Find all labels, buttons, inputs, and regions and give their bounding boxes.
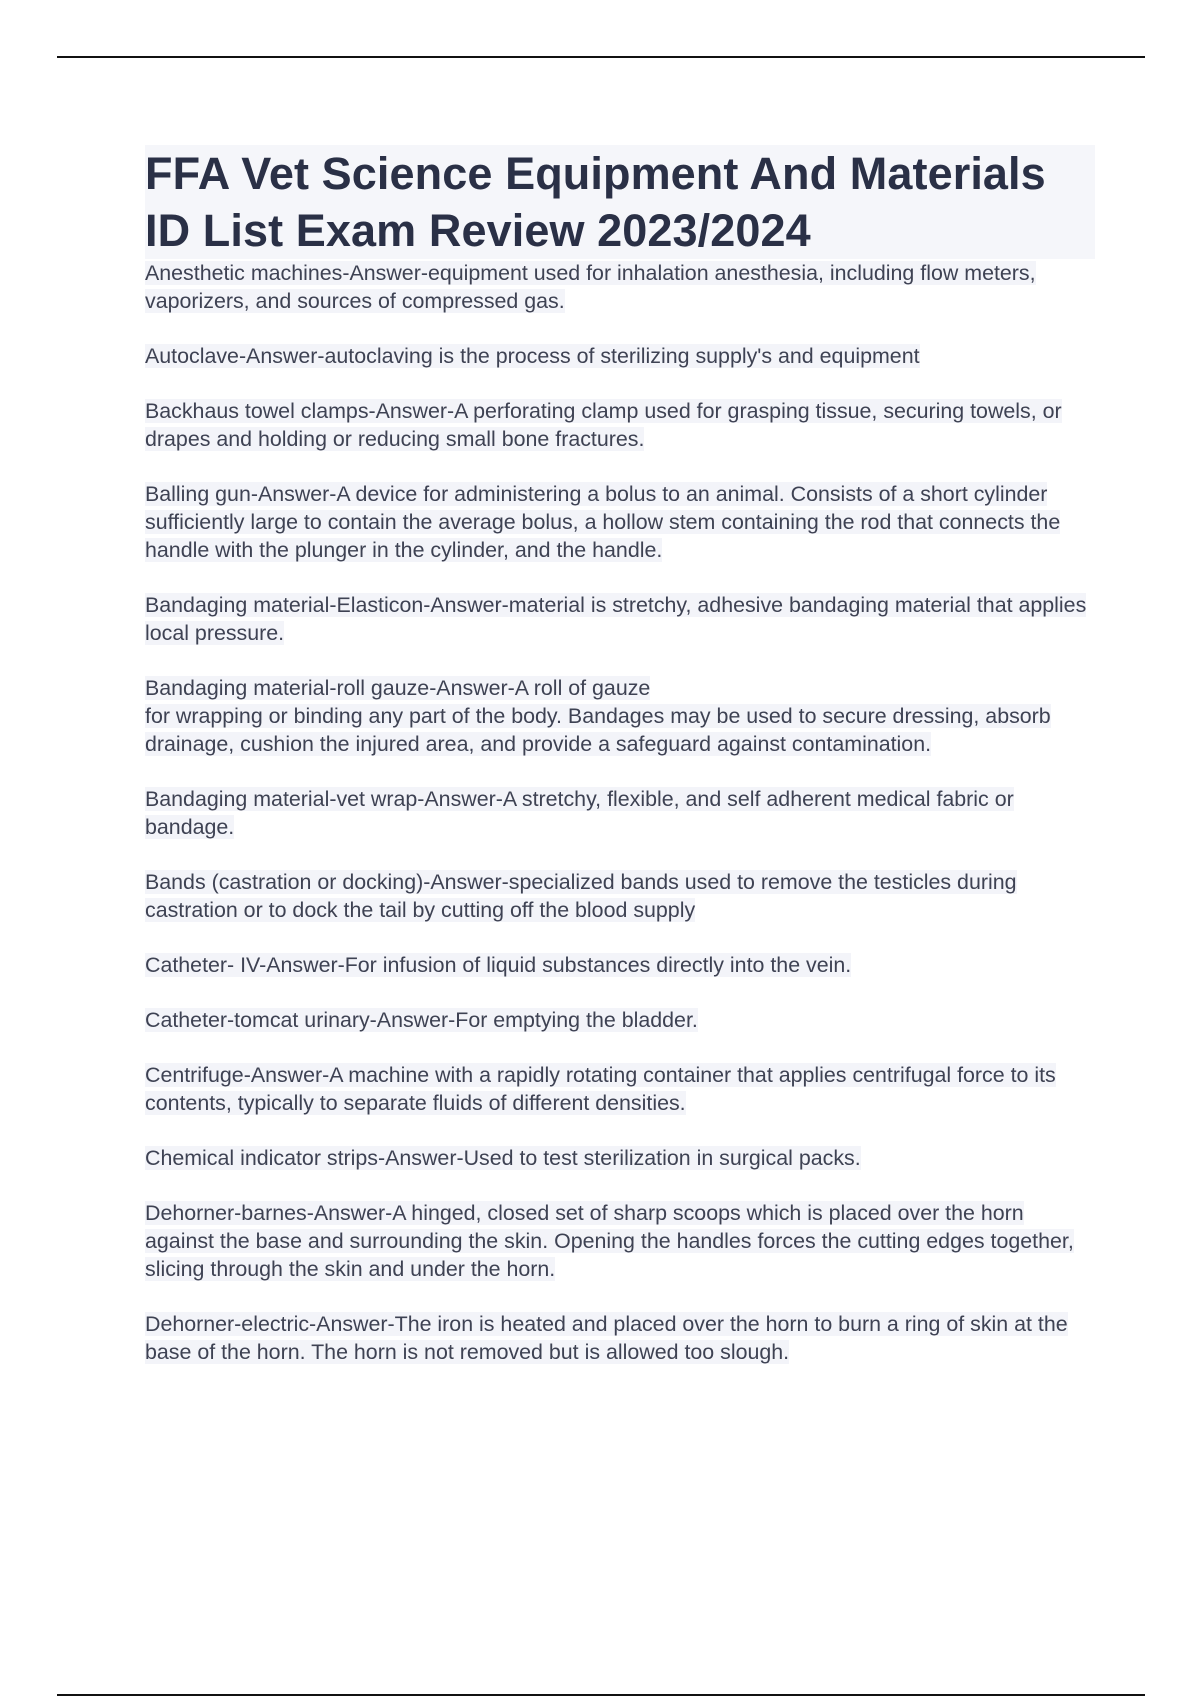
entry-bandaging-elasticon (145, 591, 1095, 647)
entry-catheter-tomcat (145, 1006, 1095, 1034)
entry-dehorner-barnes (145, 1199, 1095, 1283)
entry-centrifuge (145, 1061, 1095, 1117)
top-divider (57, 56, 1145, 58)
entry-bands (145, 868, 1095, 924)
entry-text: Bandaging material-vet wrap-Answer-A stretchy, flexible, and self adherent medical fabric or bandage. (145, 787, 1014, 839)
entry-bandaging-roll-gauze (145, 674, 1095, 758)
entry-text: Chemical indicator strips-Answer-Used to test sterilization in surgical packs. (145, 1146, 861, 1170)
entry-chemical-indicator-strips (145, 1144, 1095, 1172)
entry-text: Bands (castration or docking)-Answer-specialized bands used to remove the testicles during castration or to dock the tail by cutting off the blood supply (145, 870, 1017, 922)
document-title: FFA Vet Science Equipment And Materials ID List Exam Review 2023/2024 (145, 145, 1095, 259)
entry-text: Bandaging material-Elasticon-Answer-material is stretchy, adhesive bandaging material that applies local pressure. (145, 593, 1087, 645)
entry-autoclave (145, 342, 1095, 370)
entry-text: Balling gun-Answer-A device for administering a bolus to an animal. Consists of a short cylinder sufficiently large to contain the average bolus, a hollow stem containing the rod that connects the handle with the plunger in the cylinder, and the handle. (145, 482, 1061, 562)
bottom-divider (57, 1694, 1145, 1696)
document-body (145, 145, 1095, 1393)
entry-list (145, 259, 1095, 1366)
entry-bandaging-vet-wrap (145, 785, 1095, 841)
entry-balling-gun (145, 480, 1095, 564)
entry-catheter-iv (145, 951, 1095, 979)
entry-text: Dehorner-electric-Answer-The iron is heated and placed over the horn to burn a ring of skin at the base of the horn. The horn is not removed but is allowed too slough. (145, 1312, 1068, 1364)
entry-anesthetic-machines (145, 259, 1095, 315)
entry-text: Centrifuge-Answer-A machine with a rapidly rotating container that applies centrifugal force to its contents, typically to separate fluids of different densities. (145, 1063, 1056, 1115)
entry-text: Catheter- IV-Answer-For infusion of liquid substances directly into the vein. (145, 953, 852, 977)
entry-text: Dehorner-barnes-Answer-A hinged, closed set of sharp scoops which is placed over the horn against the base and surrounding the skin. Opening the handles forces the cutting edges together, slicing through the skin and under the horn. (145, 1201, 1074, 1281)
entry-text: Anesthetic machines-Answer-equipment used for inhalation anesthesia, including flow meters, vaporizers, and sources of compressed gas. (145, 261, 1036, 313)
entry-text: Backhaus towel clamps-Answer-A perforating clamp used for grasping tissue, securing towels, or drapes and holding or reducing small bone fractures. (145, 399, 1062, 451)
entry-backhaus-towel-clamps (145, 397, 1095, 453)
entry-dehorner-electric (145, 1310, 1095, 1366)
entry-text: Autoclave-Answer-autoclaving is the process of sterilizing supply's and equipment (145, 344, 920, 368)
entry-text: Catheter-tomcat urinary-Answer-For emptying the bladder. (145, 1008, 698, 1032)
entry-text: Bandaging material-roll gauze-Answer-A roll of gauze for wrapping or binding any part of the body. Bandages may be used to secure dressing, absorb drainage, cushion the injured area, and provide a safeguard against contamination. (145, 676, 1051, 756)
